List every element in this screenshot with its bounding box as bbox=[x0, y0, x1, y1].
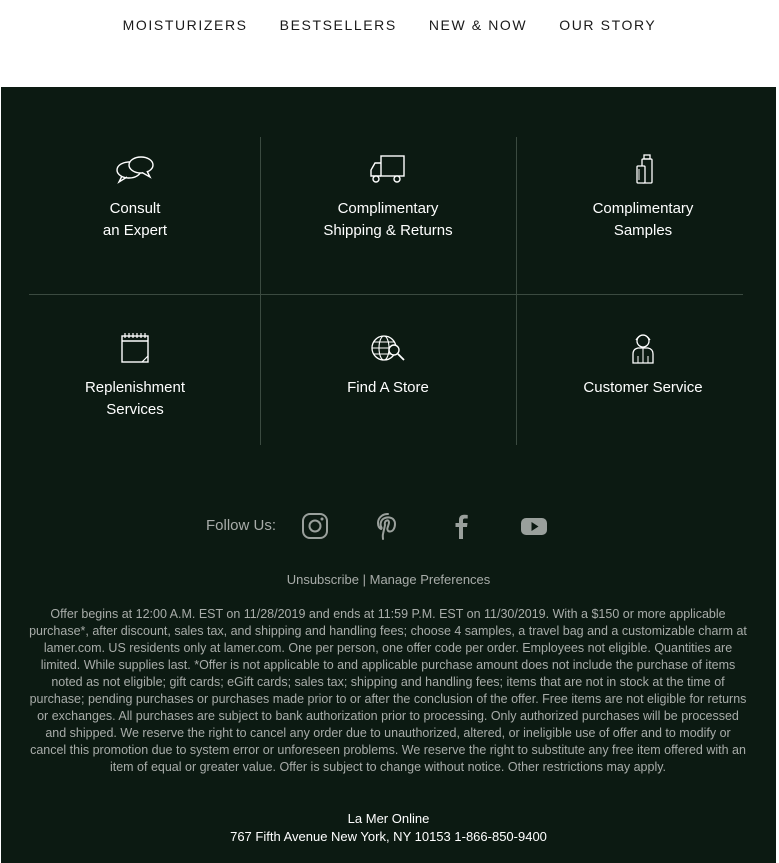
company-name: La Mer Online bbox=[347, 811, 430, 826]
service-replenishment[interactable] bbox=[19, 332, 251, 421]
footer bbox=[1, 87, 776, 863]
services-grid bbox=[29, 137, 743, 445]
address-line: 767 Fifth Avenue New York, NY 10153 1-866-850-9400 bbox=[230, 829, 547, 844]
facebook-icon[interactable] bbox=[446, 511, 476, 541]
globe-search-icon bbox=[367, 332, 409, 364]
nav-item-bestsellers[interactable]: BESTSELLERS bbox=[279, 17, 397, 33]
manage-preferences-link[interactable]: Manage Preferences bbox=[369, 572, 491, 587]
sample-bottles-icon bbox=[622, 153, 664, 185]
nav-menu bbox=[0, 17, 779, 33]
top-navigation bbox=[0, 0, 779, 87]
divider bbox=[516, 137, 517, 445]
nav-item-new-now[interactable]: NEW & NOW bbox=[428, 17, 528, 33]
youtube-icon[interactable] bbox=[519, 511, 549, 541]
delivery-truck-icon bbox=[367, 153, 409, 185]
instagram-icon[interactable] bbox=[300, 511, 330, 541]
divider bbox=[260, 137, 261, 445]
follow-us-label: Follow Us: bbox=[206, 517, 277, 534]
calendar-icon bbox=[114, 332, 156, 364]
service-label: Consult an Expert bbox=[102, 200, 168, 239]
email-preferences bbox=[1, 572, 776, 587]
nav-item-moisturizers[interactable]: MOISTURIZERS bbox=[122, 17, 248, 33]
service-label: Complimentary Samples bbox=[592, 200, 694, 239]
pinterest-icon[interactable] bbox=[373, 511, 403, 541]
service-label: Customer Service bbox=[583, 379, 703, 396]
company-address bbox=[1, 810, 776, 846]
chat-bubbles-icon bbox=[114, 153, 156, 185]
service-shipping-returns[interactable] bbox=[272, 153, 504, 242]
agent-icon bbox=[622, 332, 664, 364]
service-label: Replenishment Services bbox=[84, 379, 186, 418]
follow-us bbox=[1, 507, 776, 547]
link-separator: | bbox=[362, 572, 366, 587]
service-label: Find A Store bbox=[347, 379, 429, 396]
nav-item-our-story[interactable]: OUR STORY bbox=[559, 17, 657, 33]
service-samples[interactable] bbox=[527, 153, 759, 242]
unsubscribe-link[interactable]: Unsubscribe bbox=[286, 572, 359, 587]
service-customer-service[interactable] bbox=[527, 332, 759, 399]
divider bbox=[29, 294, 743, 295]
legal-disclaimer: Offer begins at 12:00 A.M. EST on 11/28/2019 and ends at 11:59 P.M. EST on 11/30/2019. With a $150 or more applicable purchase*, after discount, sales tax, and shipping and handling fees; choose 4 samples, a travel bag and a customizable charm at lamer.com. US residents only at lamer.com. One per person, one offer code per order. Employees not eligible. Quantities are limited. While supplies last. *Offer is not applicable to and applicable purchase amount does not include the purchase of items noted as not eligible; gift cards; eGift cards; sales tax; shipping and handling fees; items that are not in stock at the time of purchase; pending purchases or purchases made prior to or after the conclusion of the offer. Free items are not eligible for returns or exchanges. All purchases are subject to bank authorization prior to processing. Only authorized purchases will be processed and shipped. We reserve the right to cancel any order due to unauthorized, altered, or ineligible use of offer and to modify or cancel this promotion due to system error or unforeseen problems. We reserve the right to substitute any free item offered with an item of equal or greater value. Offer is subject to change without notice. Other restrictions may apply. bbox=[29, 607, 747, 774]
service-consult-expert[interactable] bbox=[19, 153, 251, 242]
service-find-store[interactable] bbox=[272, 332, 504, 399]
service-label: Complimentary Shipping & Returns bbox=[323, 200, 453, 239]
